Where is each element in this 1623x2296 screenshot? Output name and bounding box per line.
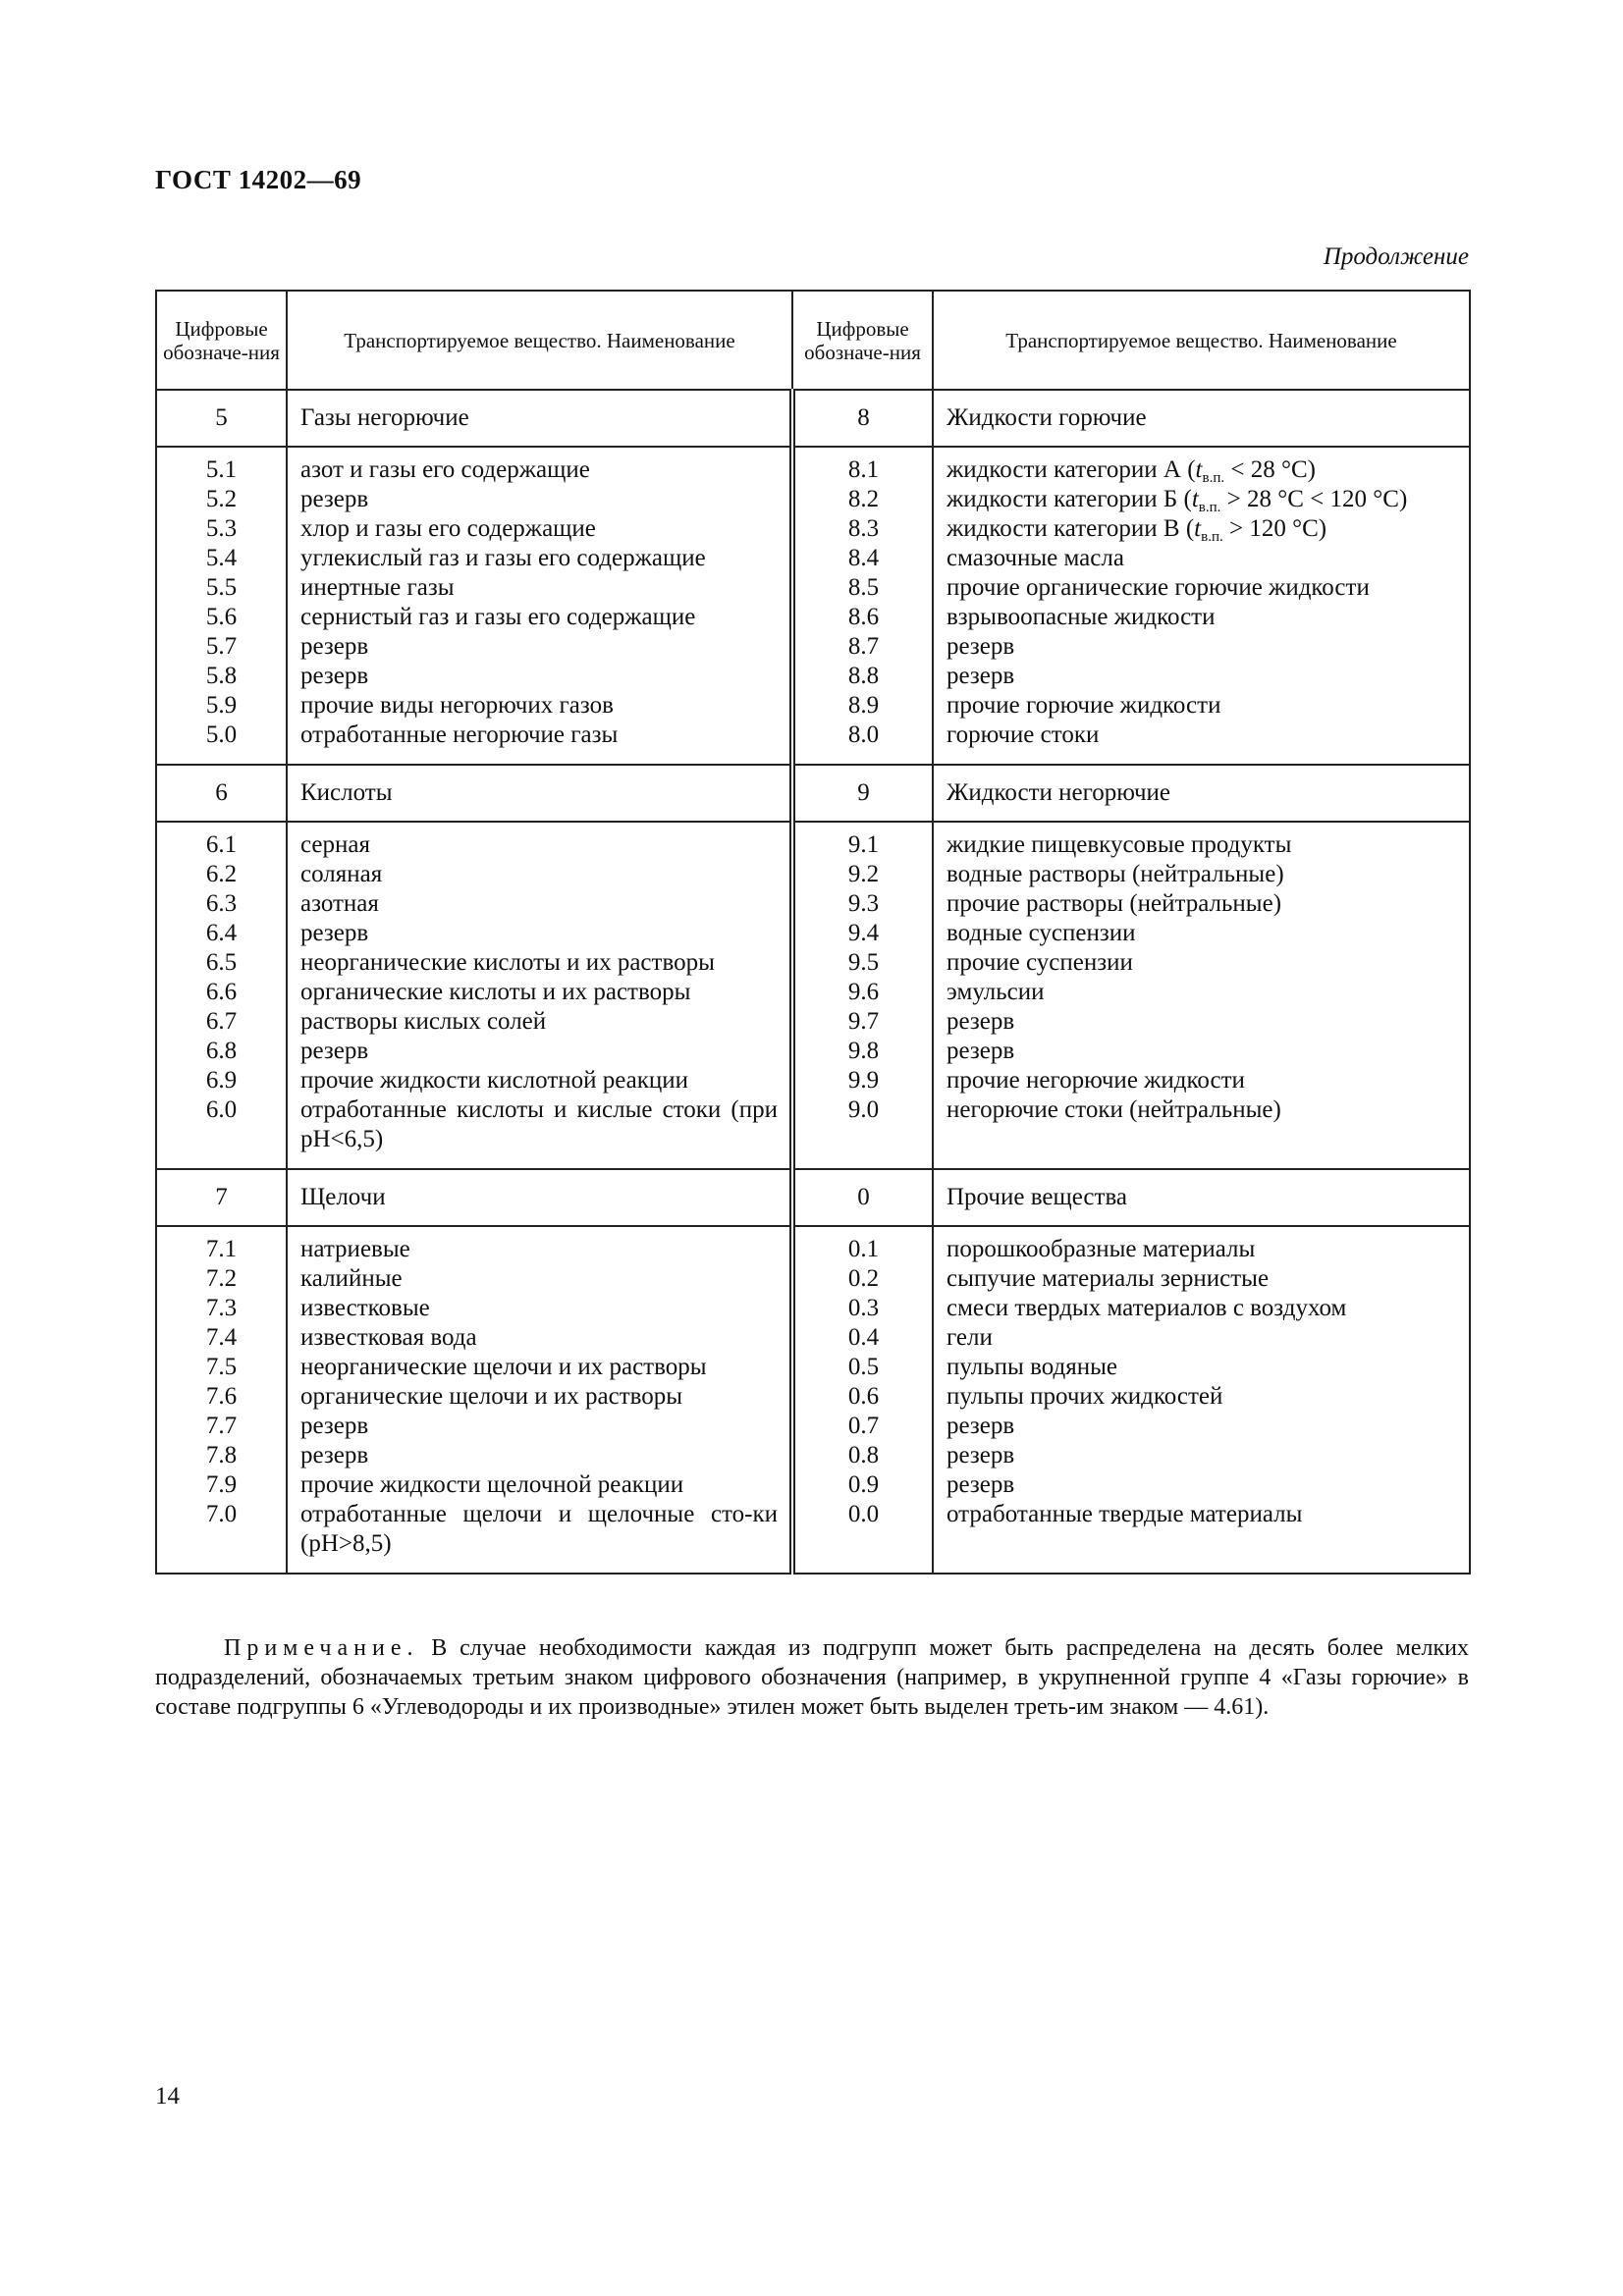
group-name: Газы негорючие	[287, 390, 792, 447]
subgroup-code: 5.8	[205, 663, 238, 689]
subgroup-name: резерв	[300, 1442, 369, 1468]
subgroup-name: порошкообразные материалы	[947, 1236, 1256, 1262]
subgroup-name: прочие горючие жидкости	[947, 692, 1221, 719]
subgroup-code: 8.2	[847, 486, 880, 512]
subgroup-name: гели	[947, 1324, 993, 1351]
subgroup-code: 9.9	[847, 1067, 880, 1094]
subgroup-code: 9.3	[847, 890, 880, 917]
subgroup-code: 8.0	[847, 721, 880, 748]
subgroup-code: 0.5	[847, 1354, 880, 1380]
subgroup-name: резерв	[947, 1008, 1015, 1035]
subgroup-code: 6.3	[205, 890, 238, 917]
subgroup-code: 0.9	[847, 1471, 880, 1498]
subgroup-name: смазочные масла	[947, 545, 1124, 571]
subgroup-codes	[156, 447, 287, 765]
subgroup-name: органические щелочи и их растворы	[300, 1383, 683, 1410]
subgroup-code: 7.8	[205, 1442, 238, 1468]
flash-point-symbol: t	[1191, 486, 1199, 512]
subgroup-name: отработанные кислоты и кислые стоки (при pH<6,5)	[300, 1096, 778, 1152]
subgroup-code: 7.1	[205, 1236, 238, 1262]
group-row	[156, 1169, 1470, 1226]
subgroup-names	[933, 447, 1470, 765]
subgroup-code: 6.1	[205, 831, 238, 858]
name-prefix: жидкости категории А (	[947, 456, 1196, 483]
name-suffix: < 28 °C)	[1224, 456, 1316, 483]
group-code: 6	[156, 765, 287, 822]
subgroup-code: 5.1	[205, 456, 238, 483]
subgroup-name: резерв	[300, 633, 369, 660]
group-name: Кислоты	[287, 765, 792, 822]
table-header-row	[156, 291, 1470, 390]
subgroup-name	[947, 485, 1457, 514]
subgroup-name: хлор и газы его содержащие	[300, 515, 596, 542]
name-suffix: > 28 °C < 120 °C)	[1220, 486, 1408, 512]
subgroup-name: прочие суспензии	[947, 949, 1133, 976]
subgroup-codes	[156, 822, 287, 1169]
subgroup-name: неорганические щелочи и их растворы	[300, 1354, 707, 1380]
document-id: ГОСТ 14202—69	[155, 165, 362, 194]
name-suffix: > 120 °C)	[1222, 515, 1327, 542]
subgroup-code: 8.1	[847, 456, 880, 483]
group-code: 0	[792, 1169, 933, 1226]
subgroup-name: прочие негорючие жидкости	[947, 1067, 1245, 1094]
subgroup-name: растворы кислых солей	[300, 1008, 547, 1035]
subgroup-code: 7.6	[205, 1383, 238, 1410]
subgroup-codes	[156, 1226, 287, 1574]
subgroup-name: негорючие стоки (нейтральные)	[947, 1096, 1281, 1123]
note-text: В случае необходимости каждая из подгрупп может быть распределена на десять более мелких подразделений, обозначаемых третьим знаком цифрового обозначения (например, в укрупненной группе 4 «Газы горючие» в составе подгруппы 6 «Углеводороды и их производные» этилен может быть выделен треть-им знаком — 4.61).	[155, 1635, 1469, 1720]
subgroup-code: 9.5	[847, 949, 880, 976]
subgroup-name: инертные газы	[300, 574, 455, 601]
flash-point-subscript: в.п.	[1198, 500, 1221, 515]
subgroup-name: органические кислоты и их растворы	[300, 979, 691, 1005]
subgroup-code: 6.0	[205, 1096, 238, 1123]
subgroup-code: 5.5	[205, 574, 238, 601]
subgroup-codes	[792, 447, 933, 765]
subgroup-code: 6.9	[205, 1067, 238, 1094]
subgroup-code: 6.6	[205, 979, 238, 1005]
subgroup-name: сернистый газ и газы его содержащие	[300, 604, 696, 630]
subgroup-names	[933, 1226, 1470, 1574]
substance-code-table	[155, 290, 1471, 1575]
subgroup-names	[287, 447, 792, 765]
subgroup-name: калийные	[300, 1265, 403, 1292]
column-header-code-right: Цифровые обозначе-ния	[792, 291, 933, 390]
column-header-name-left: Транспортируемое вещество. Наименование	[287, 291, 792, 390]
subgroup-code: 6.4	[205, 920, 238, 946]
subgroup-name: резерв	[947, 1413, 1015, 1439]
items-row	[156, 447, 1470, 765]
subgroup-code: 5.7	[205, 633, 238, 660]
subgroup-name: жидкие пищевкусовые продукты	[947, 831, 1292, 858]
note-label: Примечание.	[224, 1635, 419, 1661]
subgroup-code: 8.4	[847, 545, 880, 571]
subgroup-name: азотная	[300, 890, 379, 917]
subgroup-code: 9.4	[847, 920, 880, 946]
items-row	[156, 822, 1470, 1169]
subgroup-code: 8.3	[847, 515, 880, 542]
subgroup-code: 0.4	[847, 1324, 880, 1351]
subgroup-name: сыпучие материалы зернистые	[947, 1265, 1270, 1292]
subgroup-code: 0.7	[847, 1413, 880, 1439]
subgroup-name: резерв	[947, 663, 1015, 689]
page-number: 14	[155, 2083, 180, 2109]
subgroup-name: резерв	[300, 663, 369, 689]
subgroup-code: 5.4	[205, 545, 238, 571]
subgroup-code: 8.8	[847, 663, 880, 689]
subgroup-name: взрывоопасные жидкости	[947, 604, 1216, 630]
subgroup-code: 0.6	[847, 1383, 880, 1410]
spacer	[157, 1125, 286, 1154]
subgroup-code: 9.2	[847, 861, 880, 887]
group-code: 8	[792, 390, 933, 447]
subgroup-code: 0.8	[847, 1442, 880, 1468]
subgroup-names	[933, 822, 1470, 1169]
continuation-label: Продолжение	[1323, 243, 1469, 270]
subgroup-name: прочие растворы (нейтральные)	[947, 890, 1282, 917]
subgroup-name: прочие органические горючие жидкости	[947, 574, 1370, 601]
subgroup-code: 8.6	[847, 604, 880, 630]
subgroup-code: 5.3	[205, 515, 238, 542]
group-code: 7	[156, 1169, 287, 1226]
flash-point-symbol: t	[1194, 515, 1202, 542]
subgroup-name: резерв	[300, 1413, 369, 1439]
subgroup-name: известковые	[300, 1295, 430, 1321]
subgroup-name: пульпы прочих жидкостей	[947, 1383, 1223, 1410]
subgroup-name: резерв	[947, 1038, 1015, 1064]
name-prefix: жидкости категории Б (	[947, 486, 1192, 512]
subgroup-code: 0.3	[847, 1295, 880, 1321]
subgroup-name: прочие жидкости кислотной реакции	[300, 1067, 689, 1094]
subgroup-codes	[792, 822, 933, 1169]
subgroup-code: 8.5	[847, 574, 880, 601]
subgroup-name	[947, 514, 1457, 544]
subgroup-name: прочие жидкости щелочной реакции	[300, 1471, 684, 1498]
subgroup-code: 7.9	[205, 1471, 238, 1498]
subgroup-code: 9.7	[847, 1008, 880, 1035]
subgroup-code: 7.7	[205, 1413, 238, 1439]
flash-point-symbol: t	[1195, 456, 1203, 483]
subgroup-name: резерв	[300, 920, 369, 946]
subgroup-code: 9.0	[847, 1096, 880, 1123]
subgroup-code: 5.9	[205, 692, 238, 719]
group-row	[156, 765, 1470, 822]
subgroup-code: 6.7	[205, 1008, 238, 1035]
subgroup-name	[947, 455, 1457, 485]
subgroup-name: резерв	[947, 1471, 1015, 1498]
group-name: Прочие вещества	[933, 1169, 1470, 1226]
subgroup-name: горючие стоки	[947, 721, 1100, 748]
subgroup-code: 9.1	[847, 831, 880, 858]
name-prefix: жидкости категории В (	[947, 515, 1195, 542]
subgroup-name: прочие виды негорючих газов	[300, 692, 614, 719]
group-code: 5	[156, 390, 287, 447]
subgroup-name: отработанные твердые материалы	[947, 1501, 1303, 1527]
subgroup-name: известковая вода	[300, 1324, 477, 1351]
subgroup-name: соляная	[300, 861, 383, 887]
column-header-code-left: Цифровые обозначе-ния	[156, 291, 287, 390]
subgroup-code: 5.6	[205, 604, 238, 630]
items-row	[156, 1226, 1470, 1574]
group-name: Щелочи	[287, 1169, 792, 1226]
subgroup-codes	[792, 1226, 933, 1574]
subgroup-code: 7.4	[205, 1324, 238, 1351]
subgroup-code: 8.7	[847, 633, 880, 660]
group-row	[156, 390, 1470, 447]
note-paragraph	[155, 1633, 1469, 1722]
subgroup-name: водные суспензии	[947, 920, 1136, 946]
subgroup-name: эмульсии	[947, 979, 1045, 1005]
subgroup-name: резерв	[947, 1442, 1015, 1468]
subgroup-names	[287, 822, 792, 1169]
group-code: 9	[792, 765, 933, 822]
group-name: Жидкости горючие	[933, 390, 1470, 447]
flash-point-subscript: в.п.	[1202, 470, 1225, 486]
subgroup-code: 6.5	[205, 949, 238, 976]
subgroup-code: 8.9	[847, 692, 880, 719]
group-name: Жидкости негорючие	[933, 765, 1470, 822]
subgroup-name: отработанные негорючие газы	[300, 721, 619, 748]
subgroup-code: 7.2	[205, 1265, 238, 1292]
subgroup-code: 7.3	[205, 1295, 238, 1321]
subgroup-name: водные растворы (нейтральные)	[947, 861, 1284, 887]
subgroup-name: резерв	[947, 633, 1015, 660]
subgroup-code: 0.1	[847, 1236, 880, 1262]
subgroup-code: 0.2	[847, 1265, 880, 1292]
subgroup-name: смеси твердых материалов с воздухом	[947, 1295, 1347, 1321]
subgroup-name: резерв	[300, 486, 369, 512]
subgroup-name: пульпы водяные	[947, 1354, 1117, 1380]
subgroup-code: 7.5	[205, 1354, 238, 1380]
subgroup-code: 7.0	[205, 1501, 238, 1527]
subgroup-code: 9.8	[847, 1038, 880, 1064]
subgroup-names	[287, 1226, 792, 1574]
subgroup-code: 5.0	[205, 721, 238, 748]
subgroup-name: азот и газы его содержащие	[300, 456, 590, 483]
subgroup-name: серная	[300, 831, 370, 858]
subgroup-code: 0.0	[847, 1501, 880, 1527]
column-header-name-right: Транспортируемое вещество. Наименование	[933, 291, 1470, 390]
subgroup-name: неорганические кислоты и их растворы	[300, 949, 715, 976]
table-body	[156, 390, 1470, 1574]
subgroup-name: отработанные щелочи и щелочные сто-ки (pH>8,5)	[300, 1501, 778, 1557]
subgroup-code: 6.2	[205, 861, 238, 887]
subgroup-name: резерв	[300, 1038, 369, 1064]
subgroup-code: 9.6	[847, 979, 880, 1005]
spacer	[157, 1529, 286, 1559]
flash-point-subscript: в.п.	[1201, 529, 1223, 545]
subgroup-code: 6.8	[205, 1038, 238, 1064]
subgroup-code: 5.2	[205, 486, 238, 512]
subgroup-name: натриевые	[300, 1236, 410, 1262]
subgroup-name: углекислый газ и газы его содержащие	[300, 545, 706, 571]
